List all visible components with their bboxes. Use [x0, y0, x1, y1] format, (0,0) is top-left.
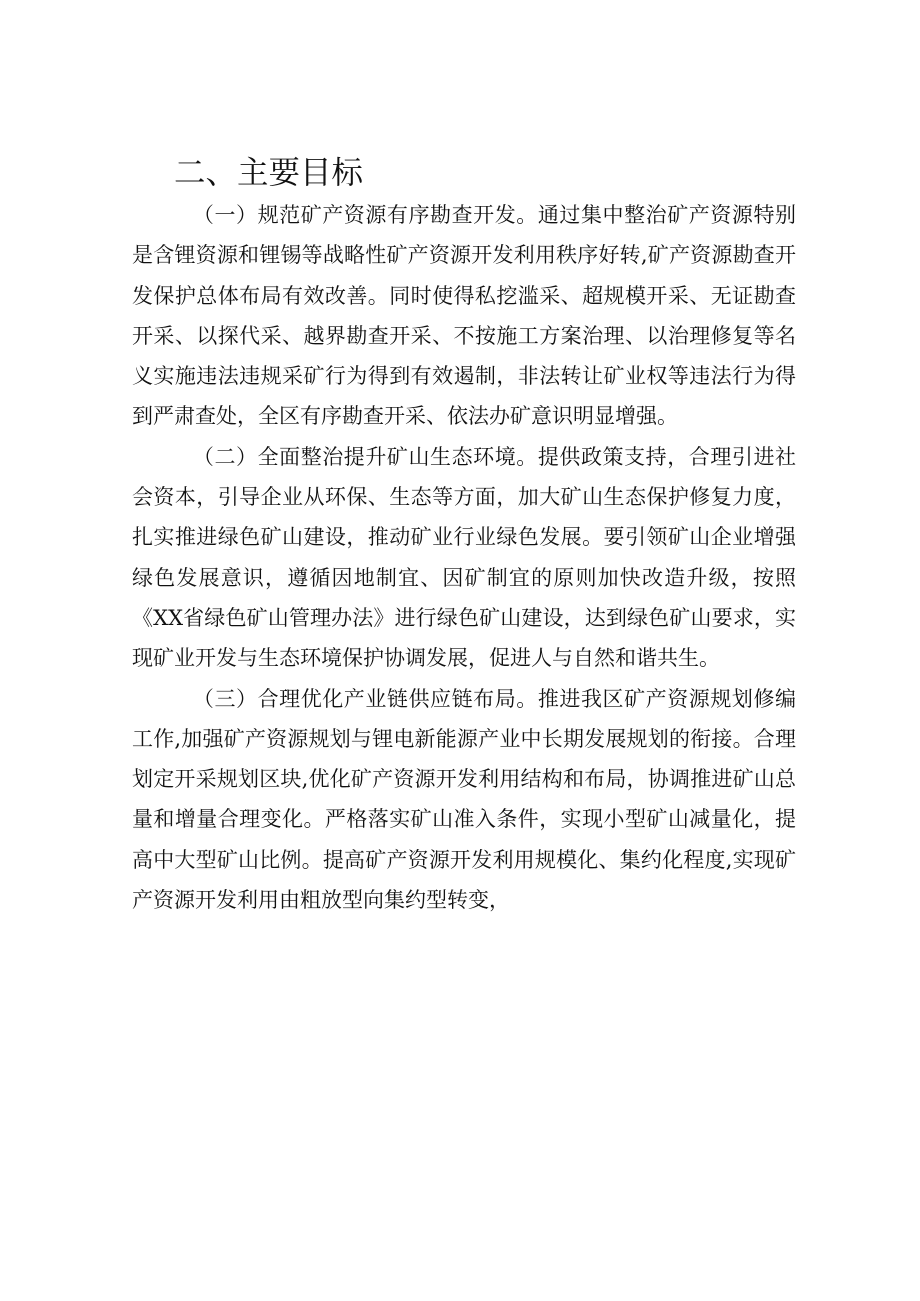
- paragraph-1: （一）规范矿产资源有序勘查开发。通过集中整治矿产资源特别是含锂资源和锂锡等战略性矿产资源开发利用秩序好转,矿产资源勘查开发保护总体布局有效改善。同时使得私挖滥采、超规模开采、无证勘查开采、以探代采、越界勘查开采、不按施工方案治理、以治理修复等名义实施违法违规采矿行为得到有效遏制，非法转让矿业权等违法行为得到严肃查处，全区有序勘查开采、依法办矿意识明显增强。: [132, 203, 796, 429]
- document-body: [132, 151, 796, 920]
- paragraph-3: （三）合理优化产业链供应链布局。推进我区矿产资源规划修编工作,加强矿产资源规划与锂电新能源产业中长期发展规划的衔接。合理划定开采规划区块,优化矿产资源开发利用结构和布局，协调推进矿山总量和增量合理变化。严格落实矿山准入条件，实现小型矿山减量化，提高中大型矿山比例。提高矿产资源开发利用规模化、集约化程度,实现矿产资源开发利用由粗放型向集约型转变，: [132, 686, 796, 913]
- paragraph-2: （二）全面整治提升矿山生态环境。提供政策支持，合理引进社会资本，引导企业从环保、生态等方面，加大矿山生态保护修复力度，扎实推进绿色矿山建设，推动矿业行业绿色发展。要引领矿山企业增强绿色发展意识，遵循因地制宜、因矿制宜的原则加快改造升级，按照《XX省绿色矿山管理办法》进行绿色矿山建设，达到绿色矿山要求，实现矿业开发与生态环境保护协调发展，促进人与自然和谐共生。: [132, 444, 796, 671]
- section-heading: 二、主要目标: [174, 155, 364, 191]
